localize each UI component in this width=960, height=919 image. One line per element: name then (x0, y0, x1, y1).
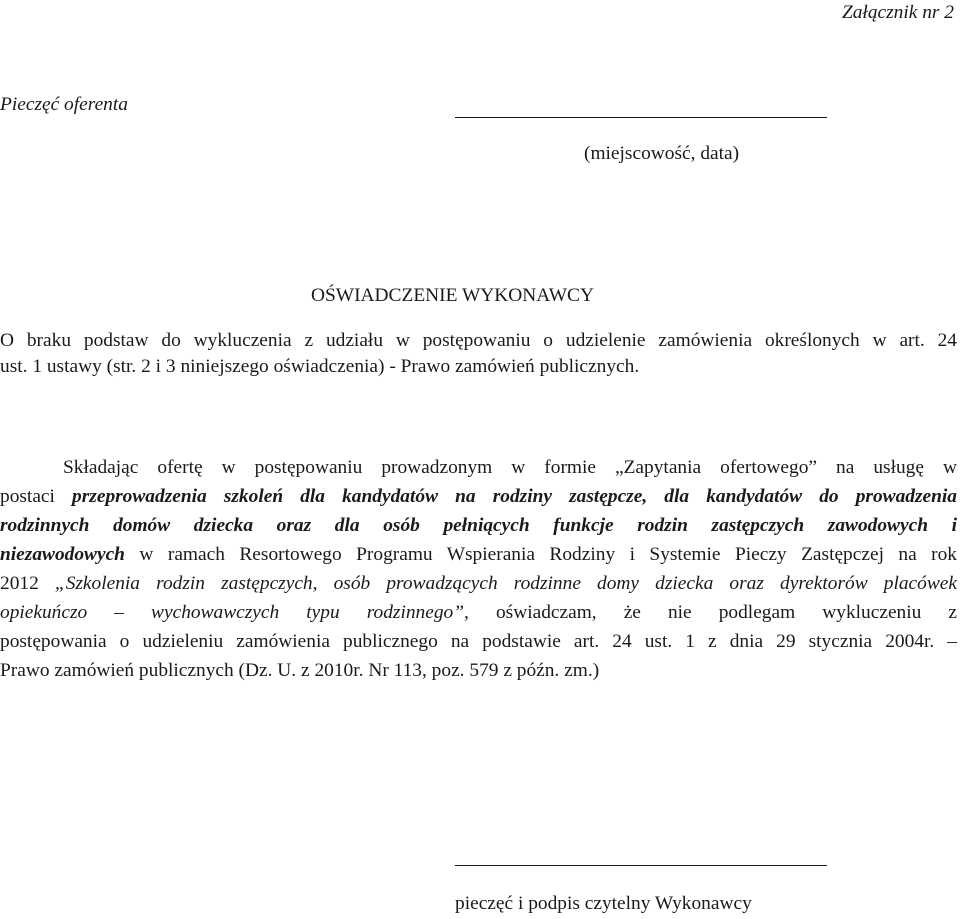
bidder-stamp-label: Pieczęć oferenta (0, 94, 128, 115)
subtitle-line-1: O braku podstaw do wykluczenia z udziału w postępowaniu o udzielenie zamówienia określonych w art. 24 (0, 330, 957, 351)
body-line-2 (0, 482, 957, 511)
signature-line (455, 865, 827, 866)
body-line-5-plain: 2012 (0, 573, 55, 594)
body-line-3: rodzinnych domów dziecka oraz dla osób pełniących funkcje rodzin zastępczych zawodowych i (0, 515, 957, 536)
place-date-caption: (miejscowość, data) (584, 143, 740, 164)
body-line-2-plain: postaci (0, 486, 73, 507)
service-name-part-3: niezawodowych (0, 544, 125, 565)
body-line-8: Prawo zamówień publicznych (Dz. U. z 2010r. Nr 113, poz. 579 z późn. zm.) (0, 660, 600, 681)
document-title: OŚWIADCZENIE WYKONAWCY (311, 285, 594, 306)
body-line-6-plain: oświadczam, że nie podlegam wykluczeniu z (468, 602, 957, 623)
body-line-6 (0, 598, 957, 627)
body-line-4 (0, 540, 957, 569)
body-line-1: Składając ofertę w postępowaniu prowadzonym w formie „Zapytania ofertowego” na usługę w (63, 457, 957, 478)
training-title-part-1: „Szkolenia rodzin zastępczych, osób prowadzących rodzinne domy dziecka oraz dyrektorów placówek (54, 573, 957, 594)
body-line-4-plain: w ramach Resortowego Programu Wspierania Rodziny i Systemie Pieczy Zastępczej na rok (124, 544, 957, 565)
training-title-part-2: opiekuńczo – wychowawczych typu rodzinnego”, (0, 602, 469, 623)
body-line-5 (0, 569, 957, 598)
signature-caption: pieczęć i podpis czytelny Wykonawcy (455, 893, 752, 914)
service-name-part-1: przeprowadzenia szkoleń dla kandydatów na rodziny zastępcze, dla kandydatów do prowadzenia (72, 486, 957, 507)
annex-label: Załącznik nr 2 (841, 2, 954, 23)
subtitle-line-2: ust. 1 ustawy (str. 2 i 3 niniejszego oświadczenia) - Prawo zamówień publicznych. (0, 356, 640, 377)
body-line-7: postępowania o udzieleniu zamówienia publicznego na podstawie art. 24 ust. 1 z dnia 29 stycznia 2004r. – (0, 631, 957, 652)
place-date-line (455, 117, 827, 118)
